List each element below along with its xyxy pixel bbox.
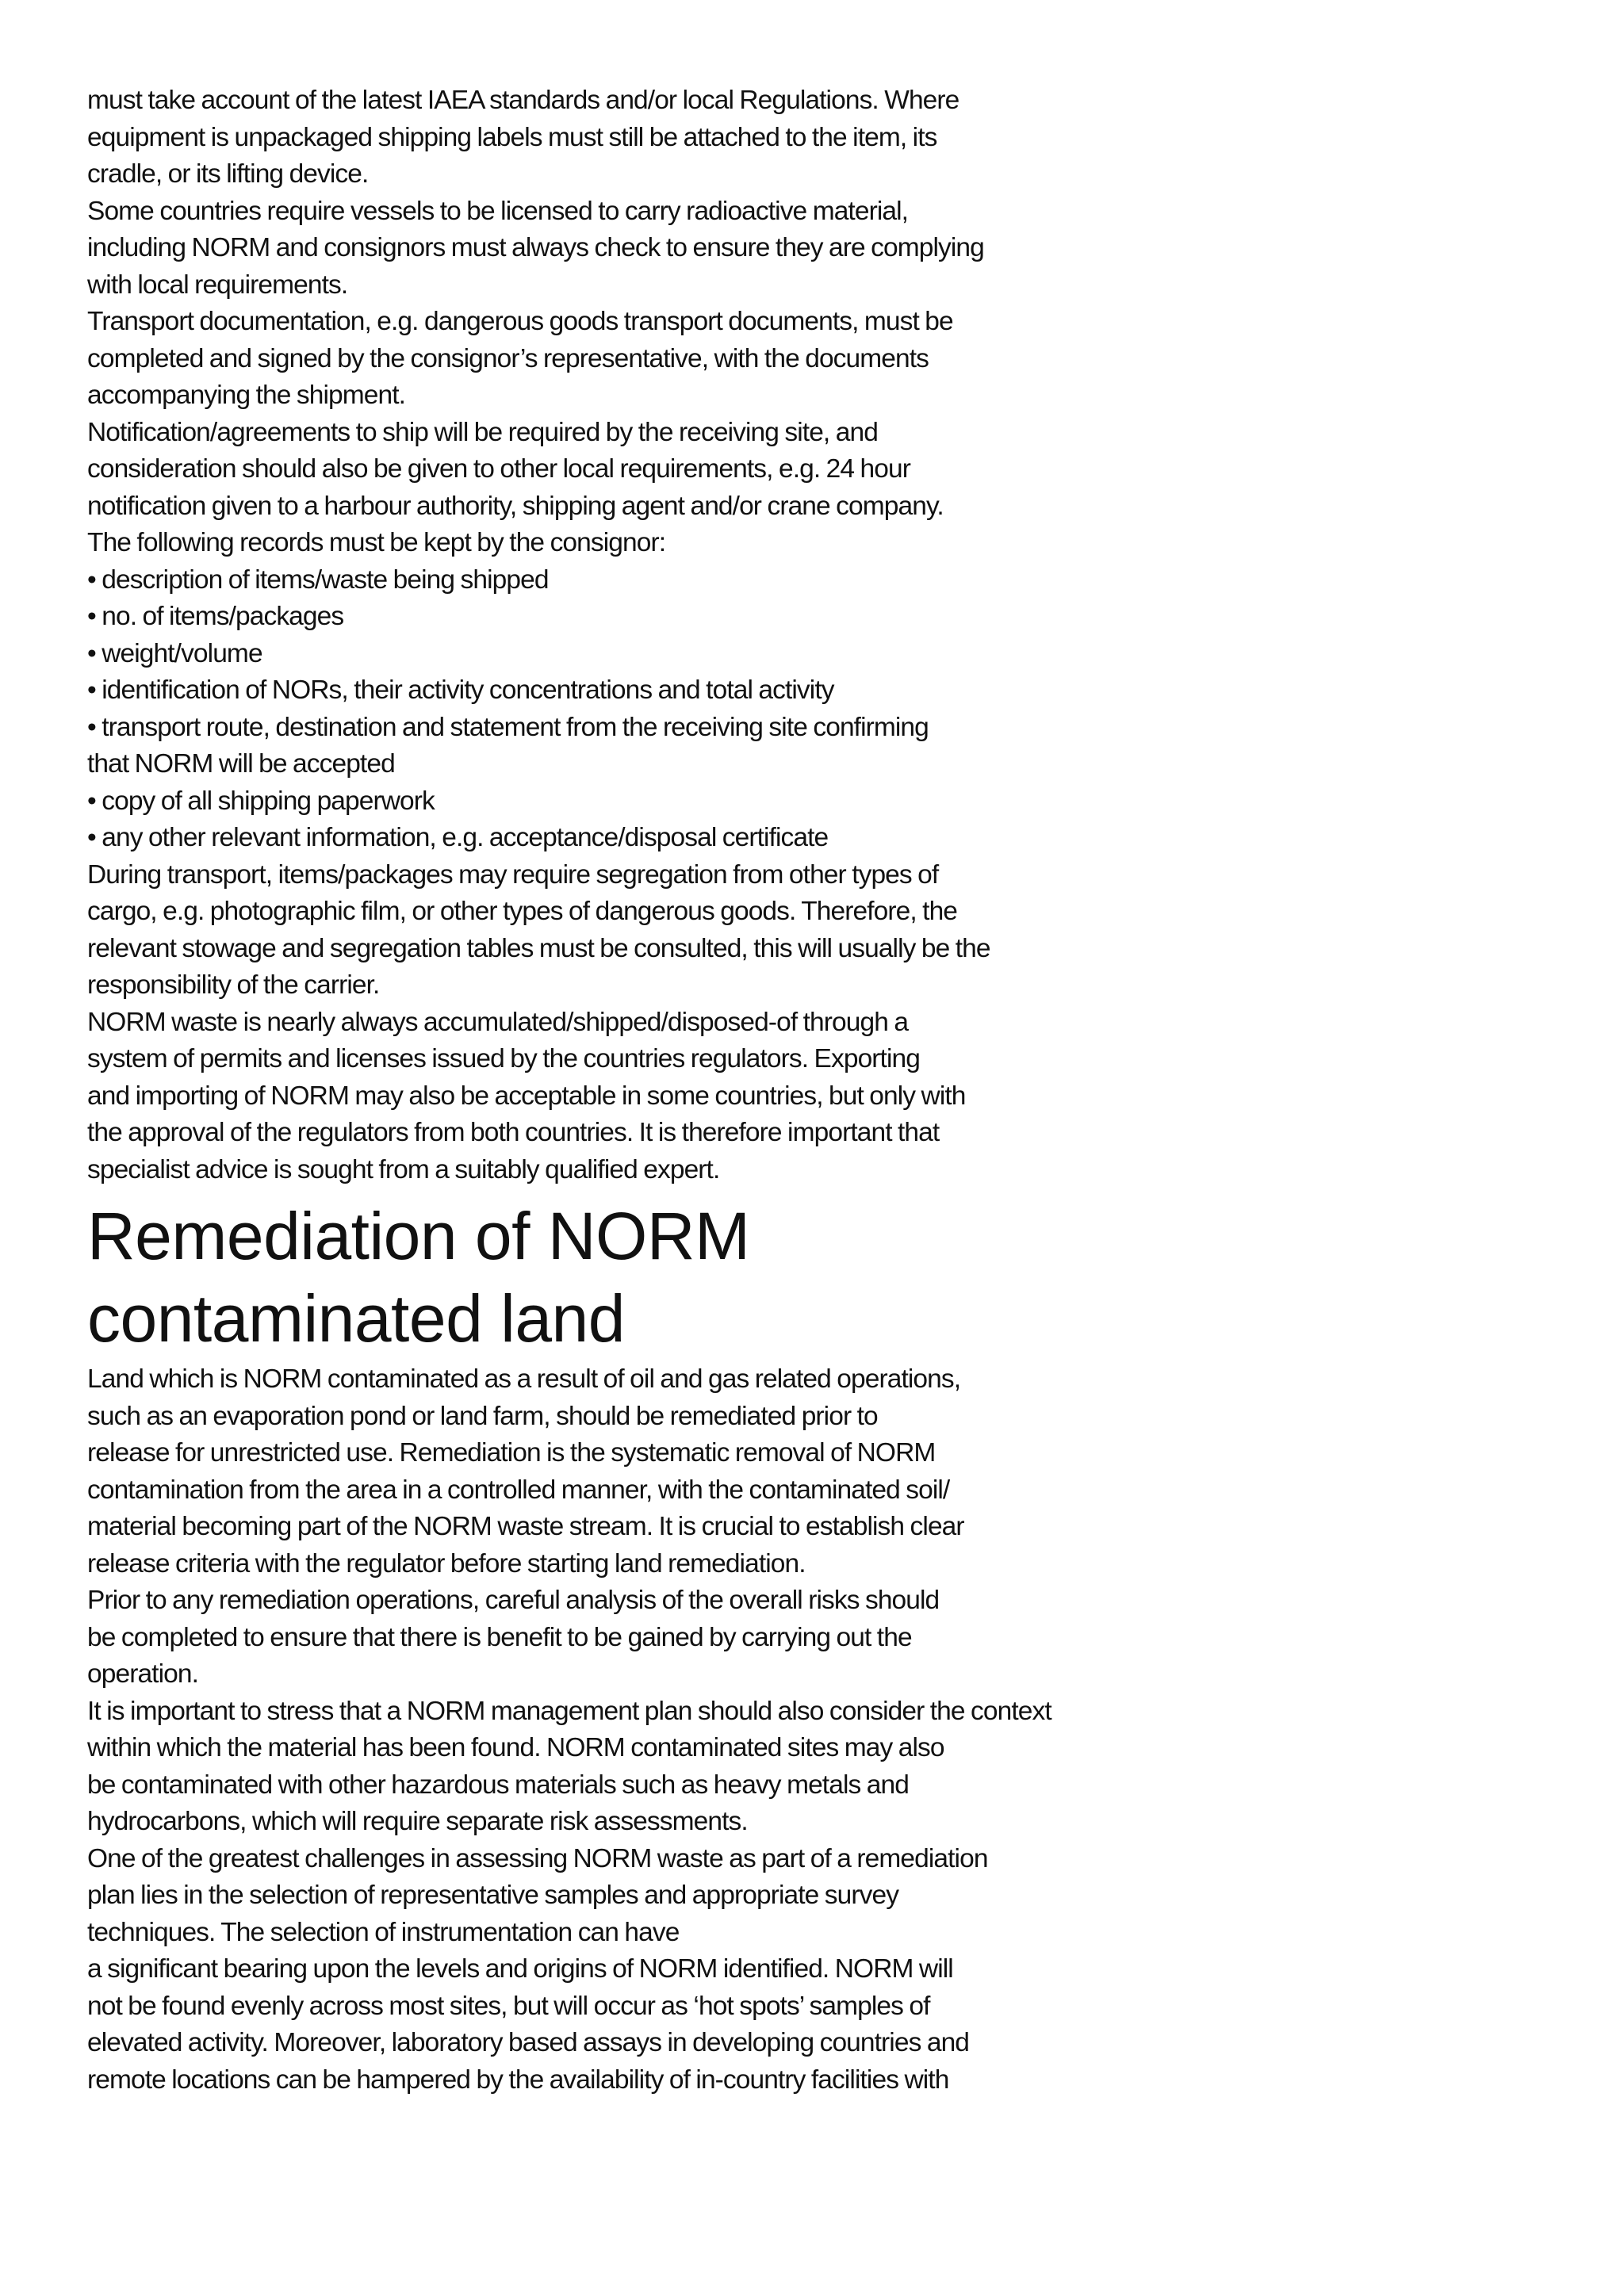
section-heading xyxy=(87,1195,1197,1360)
text-line: specialist advice is sought from a suitably qualified expert. xyxy=(87,1154,720,1184)
text-line: completed and signed by the consignor’s representative, with the documents xyxy=(87,343,929,373)
text-line: • transport route, destination and statement from the receiving site confirming xyxy=(87,712,929,742)
transport-paragraphs xyxy=(87,82,1197,1188)
text-line: must take account of the latest IAEA standards and/or local Regulations. Where xyxy=(87,86,959,115)
text-line: elevated activity. Moreover, laboratory based assays in developing countries and xyxy=(87,2028,970,2057)
text-line: and importing of NORM may also be acceptable in some countries, but only with xyxy=(87,1081,966,1111)
text-line: a significant bearing upon the levels and origins of NORM identified. NORM will xyxy=(87,1954,953,1984)
text-line: Prior to any remediation operations, careful analysis of the overall risks should xyxy=(87,1586,940,1615)
text-line: release for unrestricted use. Remediation is the systematic removal of NORM xyxy=(87,1438,936,1468)
text-line: plan lies in the selection of representative samples and appropriate survey xyxy=(87,1881,899,1910)
text-line: not be found evenly across most sites, but will occur as ‘hot spots’ samples of xyxy=(87,1991,930,2021)
text-line: with local requirements. xyxy=(87,270,348,300)
text-line: equipment is unpackaged shipping labels must still be attached to the item, its xyxy=(87,122,937,152)
text-line: • description of items/waste being shipped xyxy=(87,564,549,595)
section-heading-line-2: contaminated land xyxy=(87,1281,625,1356)
text-line: within which the material has been found. NORM contaminated sites may also xyxy=(87,1733,944,1762)
text-line: One of the greatest challenges in assessing NORM waste as part of a remediation xyxy=(87,1843,988,1873)
text-line: operation. xyxy=(87,1659,198,1689)
text-line: It is important to stress that a NORM management plan should also consider the context xyxy=(87,1696,1051,1726)
text-line: • copy of all shipping paperwork xyxy=(87,786,435,816)
text-line: material becoming part of the NORM waste stream. It is crucial to establish clear xyxy=(87,1512,964,1541)
text-line: cargo, e.g. photographic film, or other types of dangerous goods. Therefore, the xyxy=(87,897,958,926)
text-line: remote locations can be hampered by the availability of in-country facilities with xyxy=(87,2064,949,2095)
text-line: contamination from the area in a controlled manner, with the contaminated soil/ xyxy=(87,1475,950,1505)
text-line: During transport, items/packages may require segregation from other types of xyxy=(87,859,939,890)
text-line: be completed to ensure that there is benefit to be gained by carrying out the xyxy=(87,1622,912,1652)
text-line: Land which is NORM contaminated as a result of oil and gas related operations, xyxy=(87,1364,961,1394)
section-heading-line-1: Remediation of NORM xyxy=(87,1199,750,1273)
text-line: such as an evaporation pond or land farm, should be remediated prior to xyxy=(87,1401,878,1431)
text-line: accompanying the shipment. xyxy=(87,381,406,410)
text-line: system of permits and licenses issued by the countries regulators. Exporting xyxy=(87,1044,920,1073)
text-line: that NORM will be accepted xyxy=(87,749,395,779)
text-line: including NORM and consignors must always check to ensure they are complying xyxy=(87,233,984,262)
text-line: • identification of NORs, their activity concentrations and total activity xyxy=(87,675,834,705)
text-line: Some countries require vessels to be licensed to carry radioactive material, xyxy=(87,196,909,226)
text-line: techniques. The selection of instrumentation can have xyxy=(87,1917,680,1947)
text-line: responsibility of the carrier. xyxy=(87,970,380,1000)
text-line: consideration should also be given to other local requirements, e.g. 24 hour xyxy=(87,454,910,484)
text-line: • any other relevant information, e.g. acceptance/disposal certificate xyxy=(87,823,829,852)
text-line: • weight/volume xyxy=(87,638,262,668)
text-line: notification given to a harbour authority, shipping agent and/or crane company. xyxy=(87,491,944,521)
text-line: NORM waste is nearly always accumulated/shipped/disposed-of through a xyxy=(87,1007,909,1037)
text-line: cradle, or its lifting device. xyxy=(87,159,369,189)
text-line: be contaminated with other hazardous materials such as heavy metals and xyxy=(87,1770,909,1800)
document-page xyxy=(87,82,1197,2099)
text-line: • no. of items/packages xyxy=(87,602,344,631)
text-line: Transport documentation, e.g. dangerous goods transport documents, must be xyxy=(87,307,953,336)
remediation-paragraphs xyxy=(87,1361,1197,2099)
text-line: release criteria with the regulator before starting land remediation. xyxy=(87,1548,806,1578)
text-line: the approval of the regulators from both countries. It is therefore important that xyxy=(87,1118,940,1147)
text-line: The following records must be kept by the consignor: xyxy=(87,528,666,557)
text-line: Notification/agreements to ship will be required by the receiving site, and xyxy=(87,417,878,447)
text-line: relevant stowage and segregation tables must be consulted, this will usually be the xyxy=(87,933,990,963)
text-line: hydrocarbons, which will require separate risk assessments. xyxy=(87,1807,748,1836)
